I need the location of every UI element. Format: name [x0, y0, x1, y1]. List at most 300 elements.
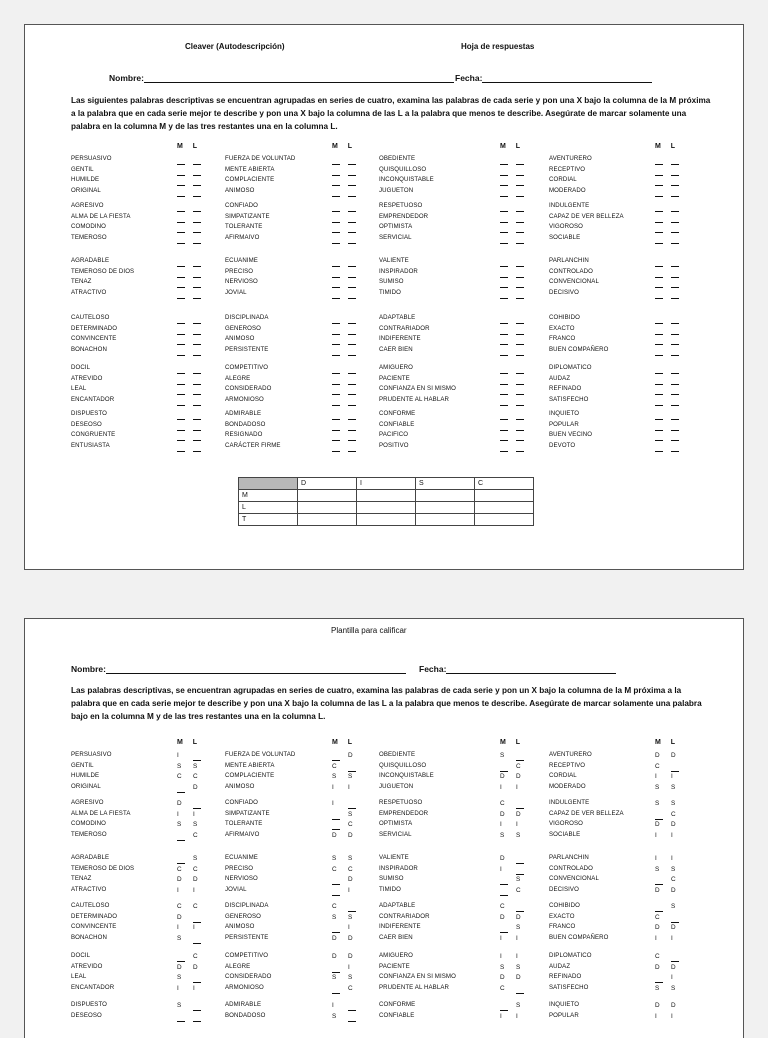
m-answer-slot[interactable]: D	[177, 913, 182, 921]
l-answer-slot[interactable]: D	[671, 1002, 676, 1009]
l-answer-slot[interactable]	[516, 431, 524, 441]
l-answer-slot[interactable]	[193, 799, 201, 809]
l-answer-slot[interactable]: I	[671, 831, 673, 839]
m-answer-slot[interactable]: D	[500, 855, 505, 862]
m-answer-slot[interactable]: S	[655, 984, 660, 992]
m-answer-slot[interactable]: S	[177, 762, 182, 770]
l-answer-slot[interactable]: I	[671, 1012, 673, 1020]
l-answer-slot[interactable]	[516, 268, 524, 278]
m-answer-slot[interactable]	[655, 375, 663, 385]
l-answer-slot[interactable]: D	[348, 831, 353, 839]
l-answer-slot[interactable]: D	[348, 752, 353, 759]
m-answer-slot[interactable]	[655, 396, 663, 406]
l-answer-slot[interactable]: D	[193, 963, 198, 971]
l-answer-slot[interactable]: D	[671, 752, 676, 759]
m-answer-slot[interactable]	[500, 335, 508, 345]
m-answer-slot[interactable]: S	[500, 963, 505, 971]
l-answer-slot[interactable]	[193, 257, 201, 267]
l-answer-slot[interactable]: S	[516, 924, 521, 931]
m-answer-slot[interactable]	[655, 421, 663, 431]
l-answer-slot[interactable]: I	[193, 886, 195, 894]
m-answer-slot[interactable]: S	[655, 800, 660, 807]
l-answer-slot[interactable]	[671, 396, 679, 406]
score-cell[interactable]	[475, 514, 534, 526]
m-answer-slot[interactable]: C	[500, 800, 505, 807]
l-answer-slot[interactable]	[348, 278, 356, 288]
m-answer-slot[interactable]: D	[177, 963, 182, 971]
l-answer-slot[interactable]: I	[516, 783, 518, 791]
m-answer-slot[interactable]	[655, 314, 663, 324]
l-answer-slot[interactable]: C	[348, 984, 353, 992]
m-answer-slot[interactable]: C	[500, 903, 505, 910]
l-answer-slot[interactable]	[348, 902, 356, 912]
m-answer-slot[interactable]	[177, 223, 185, 233]
m-answer-slot[interactable]	[655, 325, 663, 335]
score-cell[interactable]	[298, 502, 357, 514]
m-answer-slot[interactable]	[177, 234, 185, 244]
m-answer-slot[interactable]	[177, 289, 185, 299]
l-answer-slot[interactable]: D	[348, 876, 353, 883]
l-answer-slot[interactable]	[671, 410, 679, 420]
l-answer-slot[interactable]	[193, 364, 201, 374]
l-answer-slot[interactable]: D	[516, 974, 521, 981]
l-answer-slot[interactable]: S	[348, 855, 353, 862]
l-answer-slot[interactable]: S	[516, 876, 521, 883]
l-answer-slot[interactable]	[348, 335, 356, 345]
m-answer-slot[interactable]: I	[655, 934, 657, 942]
m-answer-slot[interactable]	[655, 289, 663, 299]
m-answer-slot[interactable]	[177, 213, 185, 223]
m-answer-slot[interactable]: D	[332, 953, 337, 960]
m-answer-slot[interactable]: S	[177, 821, 182, 828]
l-answer-slot[interactable]	[671, 364, 679, 374]
m-answer-slot[interactable]	[332, 385, 340, 395]
l-answer-slot[interactable]: D	[671, 821, 676, 828]
l-answer-slot[interactable]	[193, 166, 201, 176]
m-answer-slot[interactable]	[177, 268, 185, 278]
m-answer-slot[interactable]	[500, 257, 508, 267]
l-answer-slot[interactable]	[516, 234, 524, 244]
l-answer-slot[interactable]: I	[516, 1012, 518, 1020]
l-answer-slot[interactable]	[516, 375, 524, 385]
l-answer-slot[interactable]	[516, 187, 524, 197]
l-answer-slot[interactable]	[516, 325, 524, 335]
l-answer-slot[interactable]	[193, 934, 201, 944]
l-answer-slot[interactable]: C	[193, 865, 198, 873]
l-answer-slot[interactable]: I	[671, 773, 673, 780]
m-answer-slot[interactable]	[655, 364, 663, 374]
l-answer-slot[interactable]	[193, 396, 201, 406]
l-answer-slot[interactable]: S	[193, 855, 198, 862]
m-answer-slot[interactable]	[332, 314, 340, 324]
l-answer-slot[interactable]	[193, 1012, 201, 1022]
m-answer-slot[interactable]	[500, 234, 508, 244]
m-answer-slot[interactable]	[500, 155, 508, 165]
score-cell[interactable]	[416, 502, 475, 514]
m-answer-slot[interactable]	[500, 886, 508, 896]
l-answer-slot[interactable]	[348, 176, 356, 186]
m-answer-slot[interactable]	[500, 176, 508, 186]
m-answer-slot[interactable]: C	[177, 903, 182, 910]
m-answer-slot[interactable]	[500, 1001, 508, 1011]
m-answer-slot[interactable]	[655, 187, 663, 197]
m-answer-slot[interactable]	[332, 923, 340, 933]
m-answer-slot[interactable]	[332, 751, 340, 761]
l-answer-slot[interactable]: D	[193, 783, 198, 791]
l-answer-slot[interactable]	[516, 902, 524, 912]
l-answer-slot[interactable]: C	[348, 865, 353, 873]
l-answer-slot[interactable]	[348, 325, 356, 335]
name-line[interactable]	[106, 664, 406, 674]
m-answer-slot[interactable]	[332, 442, 340, 452]
l-answer-slot[interactable]	[348, 799, 356, 809]
l-answer-slot[interactable]	[348, 202, 356, 212]
m-answer-slot[interactable]: I	[655, 855, 657, 862]
l-answer-slot[interactable]	[193, 410, 201, 420]
m-answer-slot[interactable]	[332, 268, 340, 278]
m-answer-slot[interactable]	[332, 346, 340, 356]
m-answer-slot[interactable]	[332, 820, 340, 830]
m-answer-slot[interactable]	[500, 314, 508, 324]
m-answer-slot[interactable]	[332, 289, 340, 299]
l-answer-slot[interactable]: C	[193, 773, 198, 780]
m-answer-slot[interactable]	[500, 325, 508, 335]
l-answer-slot[interactable]	[671, 202, 679, 212]
m-answer-slot[interactable]	[332, 278, 340, 288]
m-answer-slot[interactable]	[177, 364, 185, 374]
m-answer-slot[interactable]: D	[655, 821, 660, 828]
l-answer-slot[interactable]	[348, 257, 356, 267]
l-answer-slot[interactable]	[193, 385, 201, 395]
l-answer-slot[interactable]: C	[516, 762, 521, 770]
m-answer-slot[interactable]: I	[332, 1002, 334, 1009]
l-answer-slot[interactable]: C	[348, 821, 353, 828]
l-answer-slot[interactable]	[516, 155, 524, 165]
score-cell[interactable]	[475, 490, 534, 502]
l-answer-slot[interactable]	[516, 396, 524, 406]
l-answer-slot[interactable]: S	[671, 865, 676, 873]
l-answer-slot[interactable]	[348, 346, 356, 356]
score-cell[interactable]	[475, 502, 534, 514]
m-answer-slot[interactable]	[500, 364, 508, 374]
m-answer-slot[interactable]: S	[177, 934, 182, 942]
l-answer-slot[interactable]	[671, 213, 679, 223]
l-answer-slot[interactable]	[348, 223, 356, 233]
m-answer-slot[interactable]	[655, 278, 663, 288]
l-answer-slot[interactable]	[348, 421, 356, 431]
l-answer-slot[interactable]	[193, 314, 201, 324]
m-answer-slot[interactable]: D	[177, 876, 182, 883]
l-answer-slot[interactable]: I	[348, 963, 350, 971]
m-answer-slot[interactable]: D	[655, 1002, 660, 1009]
m-answer-slot[interactable]: C	[332, 865, 337, 873]
template-date-field[interactable]	[419, 664, 616, 674]
score-cell[interactable]	[357, 502, 416, 514]
l-answer-slot[interactable]: C	[671, 876, 676, 883]
m-answer-slot[interactable]	[177, 385, 185, 395]
l-answer-slot[interactable]: S	[516, 1002, 521, 1009]
l-answer-slot[interactable]	[516, 364, 524, 374]
l-answer-slot[interactable]: C	[193, 831, 198, 839]
name-line[interactable]	[144, 73, 454, 83]
m-answer-slot[interactable]	[655, 902, 663, 912]
m-answer-slot[interactable]	[177, 1012, 185, 1022]
m-answer-slot[interactable]	[177, 335, 185, 345]
l-answer-slot[interactable]: S	[516, 831, 521, 839]
m-answer-slot[interactable]: I	[177, 810, 179, 818]
l-answer-slot[interactable]	[193, 325, 201, 335]
l-answer-slot[interactable]	[516, 865, 524, 875]
l-answer-slot[interactable]	[193, 202, 201, 212]
l-answer-slot[interactable]: I	[193, 984, 195, 992]
m-answer-slot[interactable]: I	[500, 865, 502, 873]
score-cell[interactable]	[298, 490, 357, 502]
l-answer-slot[interactable]	[348, 268, 356, 278]
m-answer-slot[interactable]	[177, 187, 185, 197]
l-answer-slot[interactable]	[348, 431, 356, 441]
score-cell[interactable]	[357, 490, 416, 502]
l-answer-slot[interactable]: I	[516, 821, 518, 828]
l-answer-slot[interactable]	[193, 751, 201, 761]
l-answer-slot[interactable]	[516, 751, 524, 761]
m-answer-slot[interactable]	[655, 213, 663, 223]
m-answer-slot[interactable]	[500, 923, 508, 933]
l-answer-slot[interactable]	[671, 234, 679, 244]
l-answer-slot[interactable]: S	[671, 903, 676, 910]
m-answer-slot[interactable]: D	[655, 924, 660, 931]
name-field[interactable]	[109, 73, 454, 83]
l-answer-slot[interactable]: I	[671, 974, 673, 981]
score-cell[interactable]	[416, 490, 475, 502]
m-answer-slot[interactable]	[500, 421, 508, 431]
m-answer-slot[interactable]: S	[500, 752, 505, 759]
m-answer-slot[interactable]	[177, 396, 185, 406]
l-answer-slot[interactable]	[193, 346, 201, 356]
l-answer-slot[interactable]	[193, 913, 201, 923]
m-answer-slot[interactable]: I	[177, 924, 179, 931]
m-answer-slot[interactable]: S	[500, 831, 505, 839]
l-answer-slot[interactable]	[516, 799, 524, 809]
l-answer-slot[interactable]: S	[348, 913, 353, 921]
l-answer-slot[interactable]	[671, 375, 679, 385]
m-answer-slot[interactable]: S	[177, 1002, 182, 1009]
m-answer-slot[interactable]: S	[332, 773, 337, 780]
m-answer-slot[interactable]	[332, 396, 340, 406]
m-answer-slot[interactable]	[655, 176, 663, 186]
l-answer-slot[interactable]	[193, 421, 201, 431]
l-answer-slot[interactable]: S	[193, 762, 198, 770]
m-answer-slot[interactable]	[655, 155, 663, 165]
m-answer-slot[interactable]: C	[655, 953, 660, 960]
l-answer-slot[interactable]	[671, 187, 679, 197]
m-answer-slot[interactable]: C	[332, 762, 337, 770]
l-answer-slot[interactable]: I	[671, 855, 673, 862]
m-answer-slot[interactable]: S	[655, 865, 660, 873]
m-answer-slot[interactable]: D	[500, 974, 505, 981]
m-answer-slot[interactable]	[177, 166, 185, 176]
score-cell[interactable]	[298, 514, 357, 526]
m-answer-slot[interactable]	[655, 442, 663, 452]
m-answer-slot[interactable]	[177, 783, 185, 793]
l-answer-slot[interactable]: D	[193, 876, 198, 883]
l-answer-slot[interactable]: I	[348, 886, 350, 894]
l-answer-slot[interactable]	[348, 289, 356, 299]
m-answer-slot[interactable]	[655, 257, 663, 267]
m-answer-slot[interactable]	[332, 984, 340, 994]
l-answer-slot[interactable]	[193, 155, 201, 165]
l-answer-slot[interactable]: S	[671, 800, 676, 807]
m-answer-slot[interactable]	[500, 346, 508, 356]
m-answer-slot[interactable]: D	[332, 831, 337, 839]
l-answer-slot[interactable]	[348, 396, 356, 406]
date-field[interactable]	[455, 73, 652, 83]
m-answer-slot[interactable]	[332, 234, 340, 244]
m-answer-slot[interactable]	[177, 202, 185, 212]
l-answer-slot[interactable]	[516, 289, 524, 299]
l-answer-slot[interactable]: S	[348, 974, 353, 981]
l-answer-slot[interactable]	[671, 325, 679, 335]
l-answer-slot[interactable]: D	[516, 810, 521, 818]
l-answer-slot[interactable]	[193, 289, 201, 299]
m-answer-slot[interactable]: D	[655, 886, 660, 894]
m-answer-slot[interactable]: C	[177, 865, 182, 873]
m-answer-slot[interactable]	[500, 166, 508, 176]
m-answer-slot[interactable]	[177, 854, 185, 864]
date-line[interactable]	[446, 664, 616, 674]
m-answer-slot[interactable]	[177, 346, 185, 356]
l-answer-slot[interactable]	[671, 762, 679, 772]
l-answer-slot[interactable]: D	[671, 886, 676, 894]
l-answer-slot[interactable]	[671, 346, 679, 356]
m-answer-slot[interactable]: I	[332, 783, 334, 791]
l-answer-slot[interactable]: S	[671, 984, 676, 992]
m-answer-slot[interactable]	[177, 314, 185, 324]
l-answer-slot[interactable]	[193, 1001, 201, 1011]
l-answer-slot[interactable]	[671, 952, 679, 962]
l-answer-slot[interactable]	[516, 346, 524, 356]
m-answer-slot[interactable]	[655, 431, 663, 441]
m-answer-slot[interactable]	[332, 202, 340, 212]
m-answer-slot[interactable]	[500, 762, 508, 772]
l-answer-slot[interactable]	[671, 223, 679, 233]
l-answer-slot[interactable]	[516, 421, 524, 431]
l-answer-slot[interactable]: I	[348, 924, 350, 931]
m-answer-slot[interactable]	[332, 364, 340, 374]
m-answer-slot[interactable]	[177, 442, 185, 452]
l-answer-slot[interactable]	[193, 278, 201, 288]
m-answer-slot[interactable]	[332, 213, 340, 223]
m-answer-slot[interactable]	[655, 810, 663, 820]
l-answer-slot[interactable]: C	[193, 953, 198, 960]
l-answer-slot[interactable]	[516, 984, 524, 994]
m-answer-slot[interactable]	[655, 346, 663, 356]
m-answer-slot[interactable]	[177, 257, 185, 267]
m-answer-slot[interactable]: D	[500, 913, 505, 921]
m-answer-slot[interactable]	[177, 325, 185, 335]
score-cell[interactable]	[416, 514, 475, 526]
m-answer-slot[interactable]: I	[500, 783, 502, 791]
m-answer-slot[interactable]: S	[655, 783, 660, 791]
l-answer-slot[interactable]: D	[348, 934, 353, 942]
m-answer-slot[interactable]: D	[177, 800, 182, 807]
m-answer-slot[interactable]	[177, 952, 185, 962]
l-answer-slot[interactable]	[193, 213, 201, 223]
m-answer-slot[interactable]	[332, 875, 340, 885]
l-answer-slot[interactable]: I	[348, 783, 350, 791]
m-answer-slot[interactable]	[500, 442, 508, 452]
l-answer-slot[interactable]: I	[516, 953, 518, 960]
l-answer-slot[interactable]	[348, 234, 356, 244]
m-answer-slot[interactable]	[500, 375, 508, 385]
m-answer-slot[interactable]	[332, 155, 340, 165]
m-answer-slot[interactable]	[177, 176, 185, 186]
m-answer-slot[interactable]: C	[500, 984, 505, 992]
m-answer-slot[interactable]	[332, 963, 340, 973]
m-answer-slot[interactable]	[332, 810, 340, 820]
l-answer-slot[interactable]	[671, 268, 679, 278]
m-answer-slot[interactable]: I	[655, 1012, 657, 1020]
score-cell[interactable]	[357, 514, 416, 526]
l-answer-slot[interactable]	[348, 385, 356, 395]
m-answer-slot[interactable]: I	[655, 831, 657, 839]
m-answer-slot[interactable]	[500, 875, 508, 885]
m-answer-slot[interactable]: D	[655, 963, 660, 971]
m-answer-slot[interactable]	[332, 166, 340, 176]
m-answer-slot[interactable]	[500, 223, 508, 233]
m-answer-slot[interactable]	[655, 268, 663, 278]
m-answer-slot[interactable]	[332, 886, 340, 896]
l-answer-slot[interactable]: D	[671, 924, 676, 931]
l-answer-slot[interactable]	[348, 187, 356, 197]
m-answer-slot[interactable]	[177, 831, 185, 841]
l-answer-slot[interactable]	[348, 155, 356, 165]
l-answer-slot[interactable]: I	[516, 934, 518, 942]
l-answer-slot[interactable]	[671, 442, 679, 452]
m-answer-slot[interactable]	[332, 176, 340, 186]
m-answer-slot[interactable]: D	[655, 752, 660, 759]
l-answer-slot[interactable]	[516, 223, 524, 233]
l-answer-slot[interactable]	[348, 442, 356, 452]
l-answer-slot[interactable]	[516, 176, 524, 186]
l-answer-slot[interactable]	[193, 176, 201, 186]
m-answer-slot[interactable]: S	[332, 974, 337, 981]
l-answer-slot[interactable]: D	[516, 773, 521, 780]
l-answer-slot[interactable]: C	[671, 810, 676, 818]
m-answer-slot[interactable]	[500, 187, 508, 197]
l-answer-slot[interactable]	[516, 213, 524, 223]
l-answer-slot[interactable]	[516, 257, 524, 267]
m-answer-slot[interactable]: I	[500, 821, 502, 828]
m-answer-slot[interactable]	[655, 875, 663, 885]
m-answer-slot[interactable]	[177, 155, 185, 165]
l-answer-slot[interactable]	[193, 234, 201, 244]
l-answer-slot[interactable]	[671, 421, 679, 431]
m-answer-slot[interactable]	[500, 431, 508, 441]
l-answer-slot[interactable]	[671, 431, 679, 441]
m-answer-slot[interactable]	[655, 223, 663, 233]
l-answer-slot[interactable]	[348, 1012, 356, 1022]
m-answer-slot[interactable]	[332, 421, 340, 431]
l-answer-slot[interactable]	[671, 176, 679, 186]
m-answer-slot[interactable]	[500, 289, 508, 299]
m-answer-slot[interactable]	[332, 223, 340, 233]
l-answer-slot[interactable]	[516, 442, 524, 452]
m-answer-slot[interactable]	[177, 278, 185, 288]
template-name-field[interactable]	[71, 664, 406, 674]
m-answer-slot[interactable]	[655, 410, 663, 420]
m-answer-slot[interactable]	[332, 257, 340, 267]
l-answer-slot[interactable]	[193, 335, 201, 345]
